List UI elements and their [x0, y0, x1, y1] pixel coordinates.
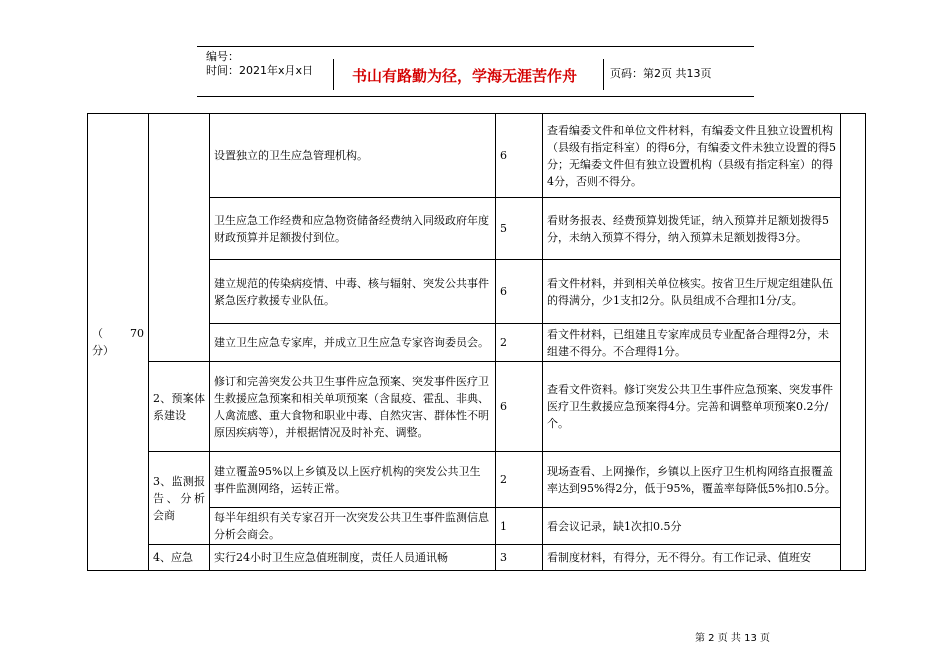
item-content: 每半年组织有关专家召开一次突发公共卫生事件监测信息分析会商会。	[210, 508, 496, 545]
page-footer: 第 2 页 共 13 页	[695, 633, 770, 644]
header-top-rule	[197, 46, 754, 47]
header-bottom-rule	[197, 96, 754, 97]
item-score: 6	[496, 362, 543, 452]
item-content: 设置独立的卫生应急管理机构。	[210, 114, 496, 198]
section-score-label: （ 70分）	[88, 114, 149, 571]
header-divider-right	[603, 59, 604, 90]
table-row	[88, 114, 866, 198]
item-criteria: 现场查看、上网操作，乡镇以上医疗卫生机构网络直报覆盖率达到95%得2分，低于95%，覆盖率每降低5%扣0.5分。	[543, 452, 841, 508]
header-divider-left	[333, 59, 334, 90]
table-row	[88, 545, 866, 571]
item-score: 5	[496, 198, 543, 260]
table-row	[88, 362, 866, 452]
category-cell	[149, 114, 210, 362]
header-motto: 书山有路勤为径，学海无涯苦作舟	[352, 67, 578, 85]
item-criteria: 查看编委文件和单位文件材料，有编委文件且独立设置机构（县级有指定科室）的得6分，有编委文件未独立设置的得5分；无编委文件但有独立设置机构（县级有指定科室）的得4分，否则不得分。	[543, 114, 841, 198]
item-criteria: 查看文件资料。修订突发公共卫生事件应急预案、突发事件医疗卫生救援应急预案得4分。完善和调整单项预案0.2分/个。	[543, 362, 841, 452]
blank-column	[841, 114, 866, 571]
item-criteria: 看文件材料，并到相关单位核实。按省卫生厅规定组建队伍的得满分，少1支扣2分。队员组成不合理扣1分/支。	[543, 260, 841, 324]
item-score: 1	[496, 508, 543, 545]
item-criteria: 看会议记录，缺1次扣0.5分	[543, 508, 841, 545]
item-score: 2	[496, 452, 543, 508]
item-score: 2	[496, 324, 543, 362]
table-row	[88, 452, 866, 508]
item-content: 建立卫生应急专家库，并成立卫生应急专家咨询委员会。	[210, 324, 496, 362]
item-score: 6	[496, 114, 543, 198]
item-criteria: 看文件材料，已组建且专家库成员专业配备合理得2分，未组建不得分。不合理得1分。	[543, 324, 841, 362]
item-criteria: 看财务报表、经费预算划拨凭证，纳入预算并足额划拨得5分，未纳入预算不得分，纳入预算未足额划拨得3分。	[543, 198, 841, 260]
item-score: 6	[496, 260, 543, 324]
evaluation-table	[87, 113, 866, 571]
document-number-label: 编号：	[206, 50, 239, 63]
item-content: 建立覆盖95%以上乡镇及以上医疗机构的突发公共卫生事件监测网络，运转正常。	[210, 452, 496, 508]
item-criteria: 看制度材料，有得分，无不得分。有工作记录、值班安	[543, 545, 841, 571]
item-content: 修订和完善突发公共卫生事件应急预案、突发事件医疗卫生救援应急预案和相关单项预案（含鼠疫、霍乱、非典、人禽流感、重大食物和职业中毒、自然灾害、群体性不明原因疾病等），并根据情况及时补充、调整。	[210, 362, 496, 452]
item-content: 实行24小时卫生应急值班制度，责任人员通讯畅	[210, 545, 496, 571]
document-date: 时间：2021年x月x日	[206, 64, 314, 77]
category-cell: 2、预案体系建设	[149, 362, 210, 452]
item-content: 卫生应急工作经费和应急物资储备经费纳入同级政府年度财政预算并足额拨付到位。	[210, 198, 496, 260]
category-cell: 4、应急	[149, 545, 210, 571]
header-page-info: 页码：第2页 共13页	[610, 67, 712, 80]
item-score: 3	[496, 545, 543, 571]
item-content: 建立规范的传染病疫情、中毒、核与辐射、突发公共事件紧急医疗救援专业队伍。	[210, 260, 496, 324]
category-cell: 3、监测报告、分析会商	[149, 452, 210, 545]
